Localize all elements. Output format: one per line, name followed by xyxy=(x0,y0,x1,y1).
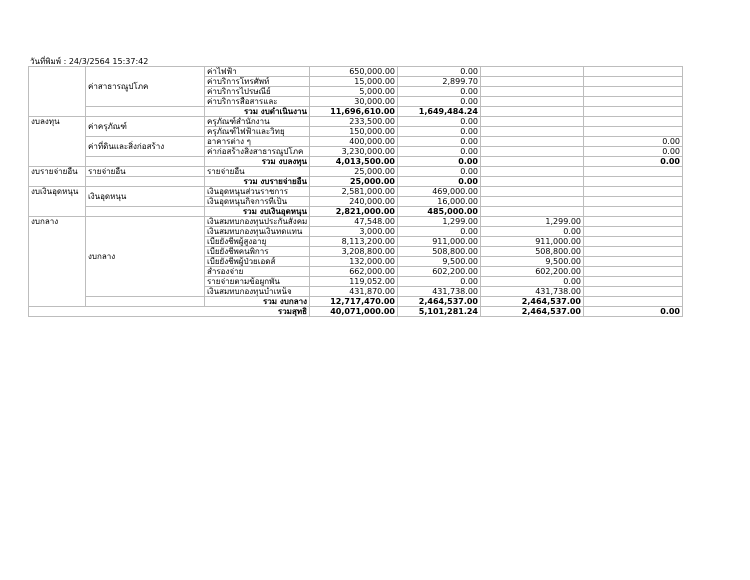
spent-cell: 485,000.00 xyxy=(398,207,481,217)
col6-cell xyxy=(481,137,584,147)
budget-cell: 233,500.00 xyxy=(310,117,398,127)
spent-cell: 0.00 xyxy=(398,87,481,97)
spent-cell: 0.00 xyxy=(398,157,481,167)
item-cell: เงินอุดหนุนส่วนราชการ xyxy=(205,187,310,197)
col7-cell xyxy=(584,117,683,127)
col6-cell xyxy=(481,177,584,187)
budget-cell: 2,581,000.00 xyxy=(310,187,398,197)
item-cell: ค่าก่อสร้างสิ่งสาธารณูปโภค xyxy=(205,147,310,157)
budget-cell: 3,000.00 xyxy=(310,227,398,237)
col7-cell xyxy=(584,87,683,97)
subcategory-cell: งบกลาง xyxy=(86,217,205,297)
spent-cell: 5,101,281.24 xyxy=(398,307,481,317)
subcategory-cell: เงินอุดหนุน xyxy=(86,187,205,207)
grand-total-label: รวมสุทธิ xyxy=(29,307,310,317)
col6-cell xyxy=(481,127,584,137)
spent-cell: 1,649,484.24 xyxy=(398,107,481,117)
col6-cell: 911,000.00 xyxy=(481,237,584,247)
col6-cell xyxy=(481,67,584,77)
spent-cell: 16,000.00 xyxy=(398,197,481,207)
subtotal-label: รวม งบรายจ่ายอื่น xyxy=(205,177,310,187)
col6-cell xyxy=(481,187,584,197)
subtotal-row xyxy=(29,297,683,307)
table-row xyxy=(29,187,683,197)
col7-cell xyxy=(584,247,683,257)
col7-cell xyxy=(584,187,683,197)
subcategory-cell: รายจ่ายอื่น xyxy=(86,167,205,177)
col7-cell xyxy=(584,277,683,287)
col6-cell xyxy=(481,77,584,87)
budget-cell: 119,052.00 xyxy=(310,277,398,287)
spent-cell: 469,000.00 xyxy=(398,187,481,197)
col6-cell xyxy=(481,147,584,157)
budget-cell: 150,000.00 xyxy=(310,127,398,137)
category-cell: งบรายจ่ายอื่น xyxy=(29,167,86,187)
category-cell xyxy=(29,67,86,117)
item-cell: เงินสมทบกองทุนประกันสังคม xyxy=(205,217,310,227)
budget-cell: 25,000.00 xyxy=(310,167,398,177)
spent-cell: 2,899.70 xyxy=(398,77,481,87)
item-cell: ค่าไฟฟ้า xyxy=(205,67,310,77)
grand-total-row xyxy=(29,307,683,317)
col7-cell xyxy=(584,107,683,117)
col6-cell xyxy=(481,87,584,97)
col6-cell xyxy=(481,97,584,107)
budget-cell: 650,000.00 xyxy=(310,67,398,77)
subcategory-cell: ค่าครุภัณฑ์ xyxy=(86,117,205,137)
budget-table xyxy=(28,66,683,317)
col6-cell: 9,500.00 xyxy=(481,257,584,267)
budget-cell: 30,000.00 xyxy=(310,97,398,107)
subcategory-cell: ค่าที่ดินและสิ่งก่อสร้าง xyxy=(86,137,205,157)
item-cell: ครุภัณฑ์ไฟฟ้าและวิทยุ xyxy=(205,127,310,137)
col7-cell xyxy=(584,217,683,227)
col6-cell: 1,299.00 xyxy=(481,217,584,227)
category-cell: งบกลาง xyxy=(29,217,86,307)
col7-cell xyxy=(584,257,683,267)
col7-cell xyxy=(584,97,683,107)
item-cell: เงินสมทบกองทุนบำเหน็จ xyxy=(205,287,310,297)
table-row xyxy=(29,67,683,77)
item-cell: เบี้ยยังชีพผู้ป่วยเอดส์ xyxy=(205,257,310,267)
budget-cell: 12,717,470.00 xyxy=(310,297,398,307)
budget-cell: 15,000.00 xyxy=(310,77,398,87)
spent-cell: 0.00 xyxy=(398,277,481,287)
item-cell: เบี้ยยังชีพคนพิการ xyxy=(205,247,310,257)
spent-cell: 9,500.00 xyxy=(398,257,481,267)
col7-cell xyxy=(584,207,683,217)
subtotal-label: รวม งบกลาง xyxy=(205,297,310,307)
col7-cell xyxy=(584,297,683,307)
spent-cell: 911,000.00 xyxy=(398,237,481,247)
subtotal-label: รวม งบเงินอุดหนุน xyxy=(205,207,310,217)
col6-cell: 602,200.00 xyxy=(481,267,584,277)
col7-cell xyxy=(584,287,683,297)
col7-cell xyxy=(584,267,683,277)
subtotal-row xyxy=(29,107,683,117)
budget-cell: 40,071,000.00 xyxy=(310,307,398,317)
subtotal-row xyxy=(29,177,683,187)
spent-cell: 0.00 xyxy=(398,227,481,237)
col7-cell xyxy=(584,67,683,77)
item-cell: ครุภัณฑ์สำนักงาน xyxy=(205,117,310,127)
spent-cell: 602,200.00 xyxy=(398,267,481,277)
spent-cell: 0.00 xyxy=(398,137,481,147)
item-cell: ค่าบริการไปรษณีย์ xyxy=(205,87,310,97)
col7-cell xyxy=(584,237,683,247)
print-date: วันที่พิมพ์ : 24/3/2564 15:37:42 xyxy=(30,57,149,66)
table-row xyxy=(29,167,683,177)
spent-cell: 508,800.00 xyxy=(398,247,481,257)
subtotal-row xyxy=(29,157,683,167)
col6-cell xyxy=(481,157,584,167)
item-cell: สำรองจ่าย xyxy=(205,267,310,277)
col6-cell: 508,800.00 xyxy=(481,247,584,257)
spent-cell: 0.00 xyxy=(398,67,481,77)
category-cell: งบเงินอุดหนุน xyxy=(29,187,86,217)
subtotal-label: รวม งบดำเนินงาน xyxy=(205,107,310,117)
budget-cell: 8,113,200.00 xyxy=(310,237,398,247)
spent-cell: 0.00 xyxy=(398,147,481,157)
budget-cell: 47,548.00 xyxy=(310,217,398,227)
item-cell: เงินสมทบกองทุนเงินทดแทน xyxy=(205,227,310,237)
budget-cell: 662,000.00 xyxy=(310,267,398,277)
budget-cell: 3,208,800.00 xyxy=(310,247,398,257)
col6-cell: 0.00 xyxy=(481,227,584,237)
col6-cell: 0.00 xyxy=(481,277,584,287)
subtotal-row xyxy=(29,207,683,217)
col7-cell: 0.00 xyxy=(584,307,683,317)
col7-cell xyxy=(584,167,683,177)
item-cell: ค่าบริการโทรศัพท์ xyxy=(205,77,310,87)
spent-cell: 1,299.00 xyxy=(398,217,481,227)
budget-cell: 2,821,000.00 xyxy=(310,207,398,217)
subcategory-cell: ค่าสาธารณูปโภค xyxy=(86,67,205,107)
budget-cell: 3,230,000.00 xyxy=(310,147,398,157)
budget-cell: 4,013,500.00 xyxy=(310,157,398,167)
budget-cell: 431,870.00 xyxy=(310,287,398,297)
col6-cell: 2,464,537.00 xyxy=(481,307,584,317)
col7-cell xyxy=(584,77,683,87)
spent-cell: 0.00 xyxy=(398,127,481,137)
spent-cell: 0.00 xyxy=(398,117,481,127)
col6-cell xyxy=(481,117,584,127)
spent-cell: 0.00 xyxy=(398,177,481,187)
budget-cell: 25,000.00 xyxy=(310,177,398,187)
col6-cell xyxy=(481,107,584,117)
budget-cell: 240,000.00 xyxy=(310,197,398,207)
col7-cell xyxy=(584,127,683,137)
budget-cell: 11,696,610.00 xyxy=(310,107,398,117)
spent-cell: 431,738.00 xyxy=(398,287,481,297)
spent-cell: 0.00 xyxy=(398,167,481,177)
col7-cell: 0.00 xyxy=(584,157,683,167)
item-cell: อาคารต่าง ๆ xyxy=(205,137,310,147)
subtotal-label: รวม งบลงทุน xyxy=(205,157,310,167)
item-cell: เงินอุดหนุนกิจการที่เป็น xyxy=(205,197,310,207)
spent-cell: 2,464,537.00 xyxy=(398,297,481,307)
col7-cell xyxy=(584,197,683,207)
col7-cell: 0.00 xyxy=(584,137,683,147)
table-row xyxy=(29,117,683,127)
table-row xyxy=(29,217,683,227)
spent-cell: 0.00 xyxy=(398,97,481,107)
col6-cell: 431,738.00 xyxy=(481,287,584,297)
col7-cell xyxy=(584,227,683,237)
item-cell: เบี้ยยังชีพผู้สูงอายุ xyxy=(205,237,310,247)
col7-cell xyxy=(584,177,683,187)
col6-cell xyxy=(481,197,584,207)
budget-cell: 132,000.00 xyxy=(310,257,398,267)
col6-cell xyxy=(481,167,584,177)
col6-cell xyxy=(481,207,584,217)
item-cell: ค่าบริการสื่อสารและ xyxy=(205,97,310,107)
category-cell: งบลงทุน xyxy=(29,117,86,167)
budget-cell: 400,000.00 xyxy=(310,137,398,147)
col7-cell: 0.00 xyxy=(584,147,683,157)
table-row xyxy=(29,137,683,147)
col6-cell: 2,464,537.00 xyxy=(481,297,584,307)
item-cell: รายจ่ายตามข้อผูกพัน xyxy=(205,277,310,287)
item-cell: รายจ่ายอื่น xyxy=(205,167,310,177)
budget-cell: 5,000.00 xyxy=(310,87,398,97)
